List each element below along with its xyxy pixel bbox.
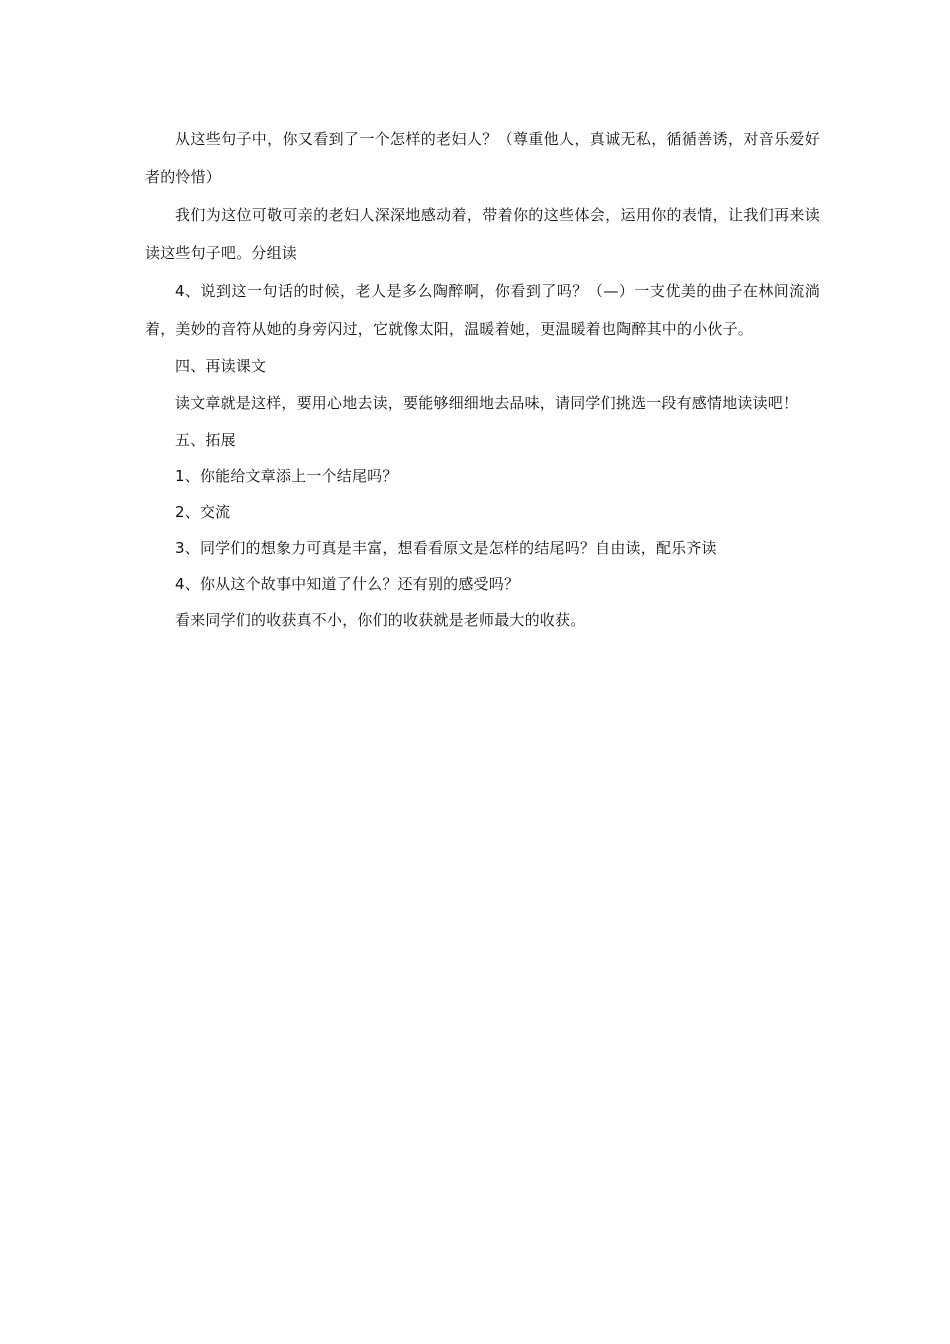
section-heading-reread: 四、再读课文: [175, 357, 267, 375]
paragraph-question-old-woman: 从这些句子中，你又看到了一个怎样的老妇人？（尊重他人，真诚无私，循循善诱，对音乐爱好者的怜惜）: [145, 130, 820, 186]
document-body: [145, 120, 820, 638]
paragraph-read-with-heart: 读文章就是这样，要用心地去读，要能够细细地去品味，请同学们挑选一段有感情地读读吧！: [175, 394, 799, 412]
paragraph-closing: 看来同学们的收获真不小，你们的收获就是老师最大的收获。: [175, 611, 586, 629]
list-item-exchange: 2、交流: [175, 503, 231, 521]
paragraph-item-4-intoxicated: 4、说到这一句话的时候，老人是多么陶醉啊，你看到了吗？（—）一支优美的曲子在林间流淌着，美妙的音符从她的身旁闪过，它就像太阳，温暖着她，更温暖着也陶醉其中的小伙子。: [145, 282, 820, 338]
list-item-original-ending: 3、同学们的想象力可真是丰富，想看看原文是怎样的结尾吗？自由读，配乐齐读: [175, 539, 717, 557]
list-item-ending: 1、你能给文章添上一个结尾吗？: [175, 467, 398, 485]
paragraph-group-reading: 我们为这位可敬可亲的老妇人深深地感动着，带着你的这些体会，运用你的表情，让我们再来读读这些句子吧。分组读: [145, 206, 820, 262]
list-item-takeaway: 4、你从这个故事中知道了什么？还有别的感受吗？: [175, 575, 520, 593]
section-heading-extension: 五、拓展: [175, 431, 236, 449]
